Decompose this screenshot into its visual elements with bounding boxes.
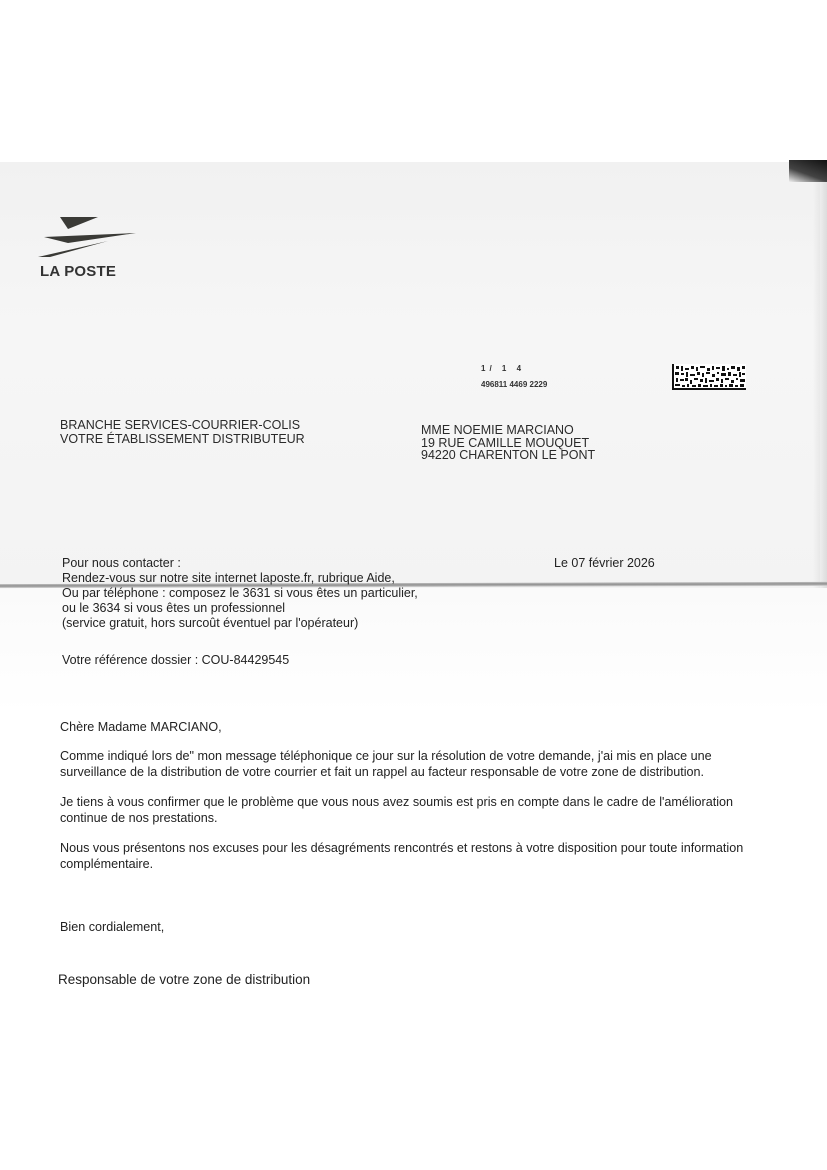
recipient-city: 94220 CHARENTON LE PONT [421, 448, 596, 462]
paper-corner-shadow [789, 160, 827, 182]
contact-phone-note: (service gratuit, hors surcoût éventuel par l'opérateur) [62, 616, 359, 630]
mail-reference-code [481, 361, 547, 393]
letter-paragraph-3: Nous vous présentons nos excuses pour les désagréments rencontrés et restons à votre disposition pour toute information complémentaire. [60, 841, 744, 871]
contact-heading: Pour nous contacter : [62, 556, 181, 570]
contact-phone-individual: Ou par téléphone : composez le 3631 si vous êtes un particulier, [62, 586, 418, 600]
letter-date: Le 07 février 2026 [554, 556, 655, 570]
sender-office: VOTRE ÉTABLISSEMENT DISTRIBUTEUR [60, 432, 305, 446]
paper-edge-shadow [813, 182, 827, 592]
contact-phone-professional: ou le 3634 si vous êtes un professionnel [62, 601, 286, 615]
dossier-reference: Votre référence dossier : COU-84429545 [62, 653, 290, 667]
letter-paragraph-2: Je tiens à vous confirmer que le problème que vous nous avez soumis est pris en compte dans le cadre de l'amélioration continue de nos prestations. [60, 795, 734, 825]
sender-block [60, 418, 305, 446]
letter-closing: Bien cordialement, [60, 920, 165, 934]
tracking-number: 496811 4469 2229 [481, 380, 548, 389]
logo-wordmark: LA POSTE [40, 263, 117, 280]
letter-paragraph-1: Comme indiqué lors de" mon message téléphonique ce jour sur la résolution de votre demande, j'ai mis en place une surveillance de la distribution de votre courrier et fait un rappel au facteur responsable de votre zone de distribution. [60, 749, 712, 779]
contact-info [62, 556, 418, 631]
letter-greeting: Chère Madame MARCIANO, [60, 720, 222, 734]
sender-branch: BRANCHE SERVICES-COURRIER-COLIS [60, 418, 301, 432]
la-poste-arrow-icon [38, 215, 136, 259]
letter-signature: Responsable de votre zone de distribution [58, 972, 311, 987]
recipient-address [421, 424, 595, 462]
letter-body [60, 719, 772, 886]
recipient-street: 19 RUE CAMILLE MOUQUET [421, 435, 590, 450]
recipient-name: MME NOEMIE MARCIANO [421, 423, 574, 437]
contact-website: Rendez-vous sur notre site internet laposte.fr, rubrique Aide, [62, 571, 395, 585]
page-count: 1/ 1 4 [481, 364, 526, 373]
datamatrix-barcode [672, 364, 746, 390]
